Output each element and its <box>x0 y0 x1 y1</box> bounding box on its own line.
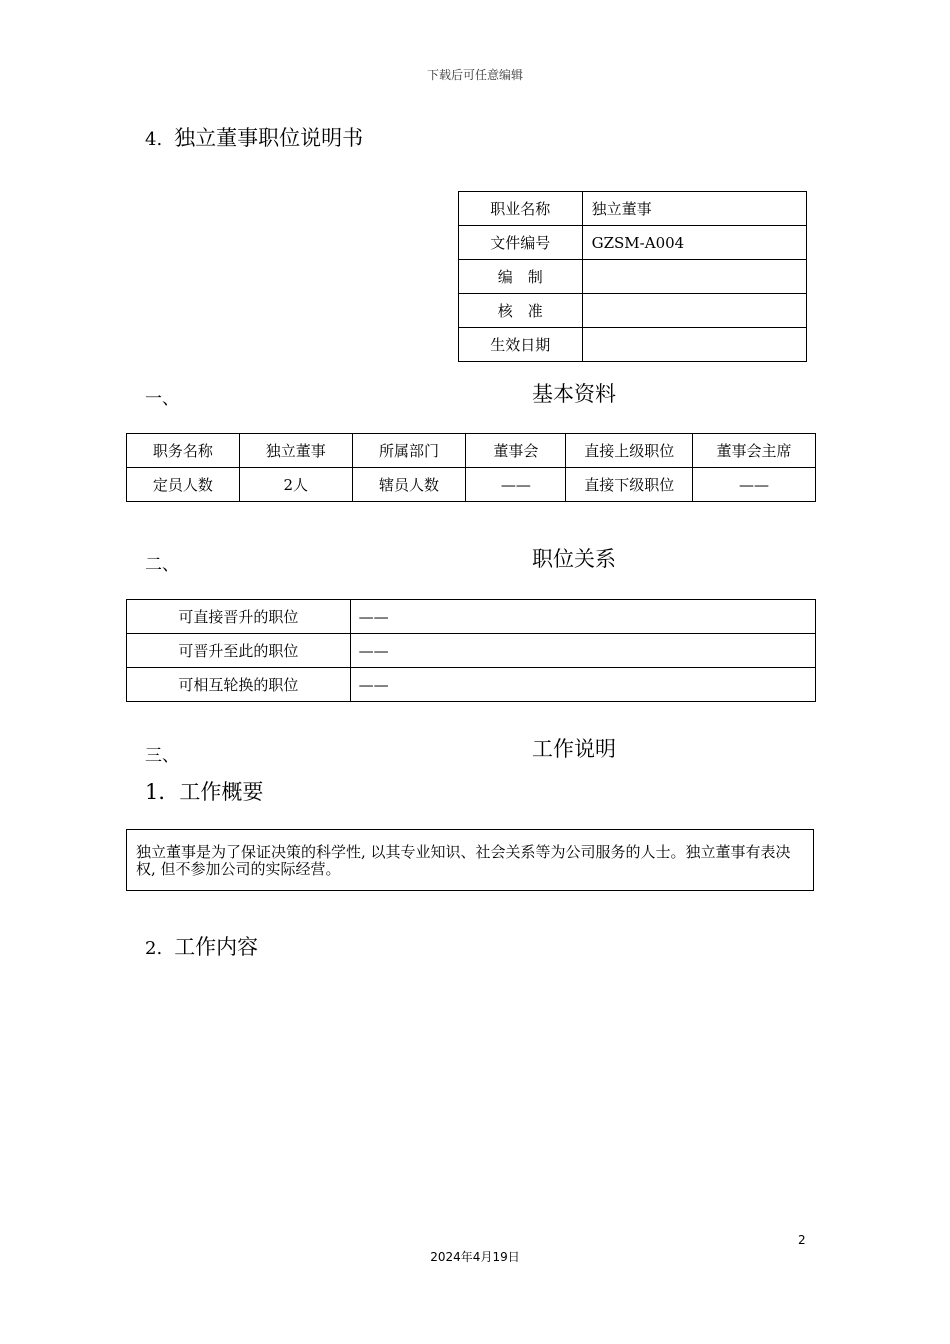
relation-label: 可晋升至此的职位 <box>127 634 351 668</box>
table-cell: 董事会 <box>466 434 566 468</box>
table-row <box>127 668 816 702</box>
table-row <box>127 434 816 468</box>
table-cell: 直接上级职位 <box>566 434 693 468</box>
section3-number: 三、 <box>145 746 179 766</box>
subsection1-title: 1．工作概要 <box>145 780 264 804</box>
section3-title: 工作说明 <box>532 737 616 761</box>
table-row <box>459 226 807 260</box>
table-row <box>127 468 816 502</box>
relation-table <box>126 599 816 702</box>
section2-title: 职位关系 <box>532 547 616 571</box>
subsection2-text: 工作内容 <box>174 935 259 959</box>
table-cell: 所属部门 <box>352 434 466 468</box>
table-cell: 直接下级职位 <box>566 468 693 502</box>
relation-label: 可相互轮换的职位 <box>127 668 351 702</box>
table-cell: 定员人数 <box>127 468 240 502</box>
relation-label: 可直接晋升的职位 <box>127 600 351 634</box>
table-cell: —— <box>466 468 566 502</box>
table-cell: 2人 <box>239 468 352 502</box>
meta-label: 文件编号 <box>459 226 583 260</box>
table-cell: 辖员人数 <box>352 468 466 502</box>
title-text: 独立董事职位说明书 <box>174 126 364 150</box>
table-cell: 独立董事 <box>239 434 352 468</box>
relation-value: —— <box>350 634 815 668</box>
table-row <box>127 634 816 668</box>
header-note: 下载后可任意编辑 <box>426 68 523 82</box>
section1-title: 基本资料 <box>532 382 616 406</box>
relation-value: —— <box>350 668 815 702</box>
document-title <box>145 122 363 152</box>
meta-value <box>582 260 806 294</box>
meta-label: 生效日期 <box>459 328 583 362</box>
relation-value: —— <box>350 600 815 634</box>
page-number: 2 <box>798 1233 806 1247</box>
table-row <box>127 600 816 634</box>
subsection2-number: 2. <box>145 938 163 959</box>
subsection2-title <box>145 931 258 961</box>
meta-label: 编 制 <box>459 260 583 294</box>
meta-value <box>582 294 806 328</box>
table-row <box>459 294 807 328</box>
meta-value: GZSM-A004 <box>582 226 806 260</box>
table-cell: 董事会主席 <box>693 434 816 468</box>
meta-label: 核 准 <box>459 294 583 328</box>
basic-info-table <box>126 433 816 502</box>
table-cell: 职务名称 <box>127 434 240 468</box>
table-row <box>459 192 807 226</box>
work-summary-box <box>126 829 814 891</box>
footer-date: 2024年4月19日 <box>430 1250 520 1264</box>
section2-number: 二、 <box>145 555 179 575</box>
table-row <box>459 328 807 362</box>
work-summary-text: 独立董事是为了保证决策的科学性, 以其专业知识、社会关系等为公司服务的人士。独立董事有表决权, 但不参加公司的实际经营。 <box>136 843 791 878</box>
table-row <box>459 260 807 294</box>
section1-number: 一、 <box>145 389 179 409</box>
meta-table <box>458 191 807 362</box>
meta-label: 职业名称 <box>459 192 583 226</box>
meta-value: 独立董事 <box>582 192 806 226</box>
meta-value <box>582 328 806 362</box>
title-number: 4. <box>145 129 163 150</box>
table-cell: —— <box>693 468 816 502</box>
